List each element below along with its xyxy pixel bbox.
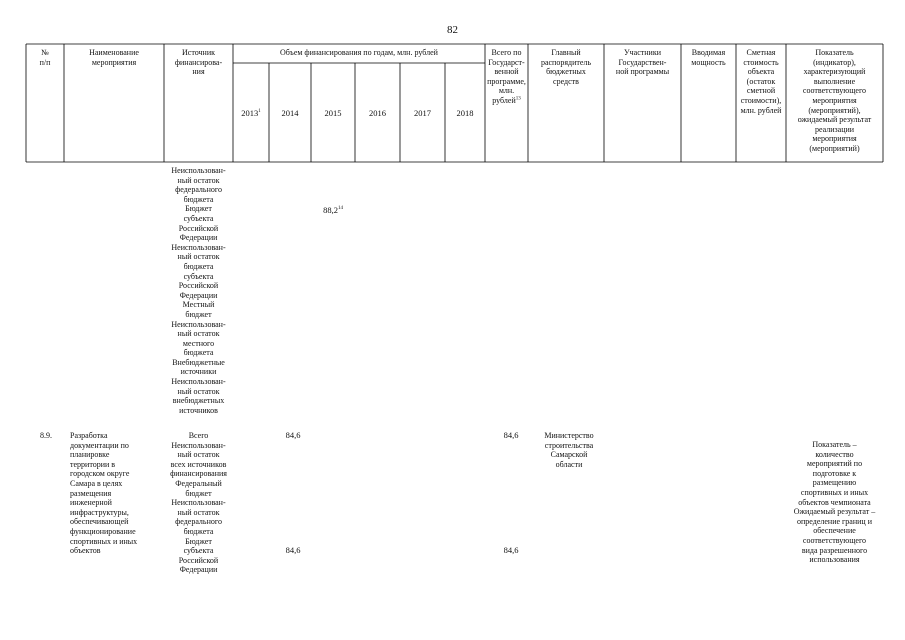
row-8-9-indicator: Показатель – количество мероприятий по подготовке к размещению спортивных и иных объектов чемпионата Ожидаемый результат – определение границ и обеспечение соответствующего вида разрешенного использования: [793, 440, 876, 565]
row-8-9-measure-name: Разработка документации по планировке территории в городском округе Самара в целях размещения инженерной инфраструктуры, обеспечивающей функционирование спортивных и иных объектов: [70, 431, 138, 556]
row-8-9-program-total: 84,6: [503, 430, 519, 440]
header-indicator: Показатель (индикатор), характеризующий выполнение соответствующего мероприятия (мероприятий), ожидаемый результат реализации мероприятия (мероприятий): [797, 48, 872, 153]
row-8-9-value-2014-region: 84,6: [285, 545, 301, 555]
header-year-2017: 2017: [414, 108, 431, 118]
header-estimated-cost: Сметная стоимость объекта (остаток сметной стоимости), млн. рублей: [740, 48, 782, 115]
header-funding-volume: Объем финансирования по годам, млн. рублей: [280, 48, 438, 57]
header-year-2018: 2018: [456, 108, 474, 118]
row-8-9-sources: Всего Неиспользован- ный остаток всех источников финансирования Федеральный бюджет Неиспользован- ный остаток федерального бюджета Бюджет субъекта Российской Федерации: [170, 431, 227, 575]
page-number: 82: [447, 24, 458, 36]
header-budget-manager: Главный распорядитель бюджетных средств: [540, 48, 592, 86]
header-program-total: Всего по Государст- венной программе, млн. рублей$^{13}$: [487, 48, 526, 105]
header-year-2014: 2014: [281, 108, 299, 118]
header-program-participants: Участники Государствен- ной программы: [615, 48, 670, 77]
continuation-value-2015: 88,2$^{14}$: [323, 205, 343, 215]
row-8-9-number: 8.9.: [40, 431, 52, 440]
continuation-sources: Неиспользован- ный остаток федерального бюджета Бюджет субъекта Российской Федерации Неиспользован- ный остаток бюджета субъекта Российской Федерации Местный бюджет Неиспользован- ный остаток местного бюджета Внебюджетные источники Неиспользован- ный остаток внебюджетных источников: [171, 166, 226, 415]
header-year-2015: 2015: [324, 108, 342, 118]
header-measure-name: Наименование мероприятия: [89, 48, 139, 67]
header-number: № п/п: [39, 48, 51, 67]
header-funding-source: Источник финансирова- ния: [174, 48, 223, 77]
header-capacity: Вводимая мощность: [691, 48, 726, 67]
header-year-2013: 2013$^1$: [241, 108, 261, 118]
row-8-9-budget-manager: Министерство строительства Самарской области: [544, 431, 594, 469]
row-8-9-value-2014-total: 84,6: [285, 430, 301, 440]
header-year-2016: 2016: [369, 108, 386, 118]
row-8-9-program-total-region: 84,6: [503, 545, 519, 555]
